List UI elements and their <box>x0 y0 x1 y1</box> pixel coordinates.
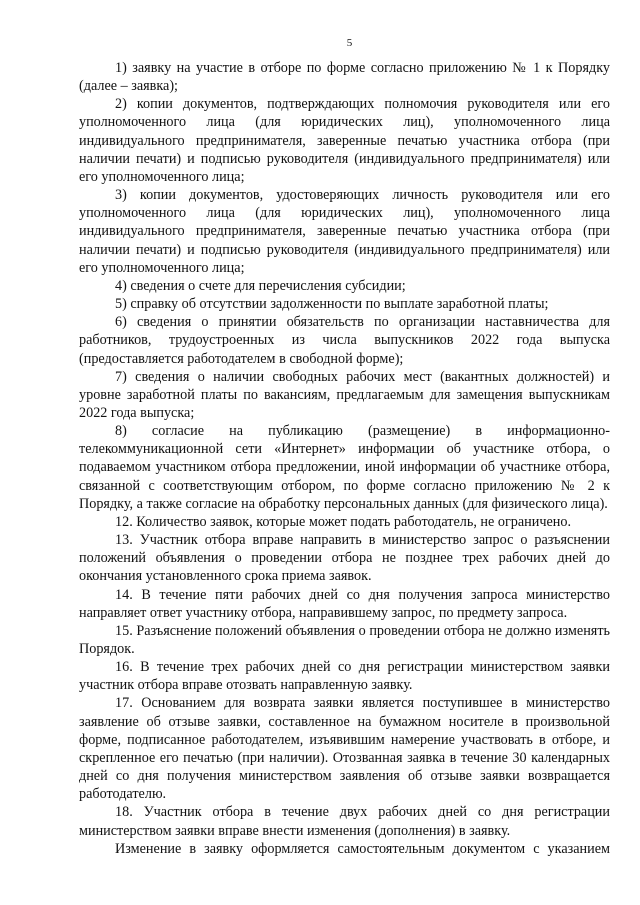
paragraph-clause-18: 18. Участник отбора в течение двух рабочих дней со дня регистрации министерством заявки вправе внести изменения (дополнения) в заявку. <box>79 804 610 839</box>
paragraph-item-3: 3) копии документов, удостоверяющих личность руководителя или его уполномоченного лица (для юридических лиц), уполномоченного лица индивидуального предпринимателя, заверенные печатью участника отбора (при наличии печати) и подписью руководителя (индивидуального предпринимателя) или его уполномоченного лица; <box>79 187 610 276</box>
paragraph-clause-17: 17. Основанием для возврата заявки является поступившее в министерство заявление об отзыве заявки, составленное на бумажном носителе в произвольной форме, подписанное работодателем, изъявившим намерение участвовать в отборе, и скрепленное его печатью (при наличии). Отозванная заявка в течение 30 календарных дней со дня получения министерством заявления об отзыве заявки возвращается работодателю. <box>79 695 610 803</box>
page-number: 5 <box>346 37 353 49</box>
paragraph-clause-14: 14. В течение пяти рабочих дней со дня получения запроса министерство направляет ответ участнику отбора, направившему запрос, по предмету запроса. <box>79 586 610 621</box>
paragraph-item-2: 2) копии документов, подтверждающих полномочия руководителя или его уполномоченного лица (для юридических лиц), уполномоченного лица индивидуального предпринимателя, заверенные печатью участника отбора (при наличии печати) и подписью руководителя (индивидуального предпринимателя) или его уполномоченного лица; <box>79 96 610 185</box>
paragraph-item-7: 7) сведения о наличии свободных рабочих мест (вакантных должностей) и уровне заработной платы по вакансиям, предлагаемым для замещения выпускникам 2022 года выпуска; <box>79 368 610 421</box>
paragraph-clause-13: 13. Участник отбора вправе направить в министерство запрос о разъяснении положений объявления о проведении отбора не позднее трех рабочих дней до окончания установленного срока приема заявок. <box>79 532 610 585</box>
paragraph-item-1: 1) заявку на участие в отборе по форме согласно приложению № 1 к Порядку (далее – заявка); <box>79 60 610 95</box>
paragraph-item-5: 5) справку об отсутствии задолженности по выплате заработной платы; <box>115 296 549 313</box>
paragraph-clause-12: 12. Количество заявок, которые может подать работодатель, не ограничено. <box>115 513 572 530</box>
paragraph-continuation: Изменение в заявку оформляется самостоятельным документом с указанием <box>115 840 610 857</box>
paragraph-item-6: 6) сведения о принятии обязательств по организации наставничества для работников, трудоустроенных из числа выпускников 2022 года выпуска (предоставляется работодателем в свободной форме); <box>79 314 610 367</box>
paragraph-clause-15: 15. Разъяснение положений объявления о проведении отбора не должно изменять Порядок. <box>79 622 610 657</box>
paragraph-item-8: 8) согласие на публикацию (размещение) в информационно-телекоммуникационной сети «Интернет» информации об участнике отбора, о подаваемом участником отбора предложении, иной информации об участнике отбора, связанной с соответствующим отбором, по форме согласно приложению № 2 к Порядку, а также согласие на обработку персональных данных (для физического лица). <box>79 423 610 512</box>
paragraph-clause-16: 16. В течение трех рабочих дней со дня регистрации министерством заявки участник отбора вправе отозвать направленную заявку. <box>79 659 610 694</box>
paragraph-item-4: 4) сведения о счете для перечисления субсидии; <box>115 277 406 294</box>
